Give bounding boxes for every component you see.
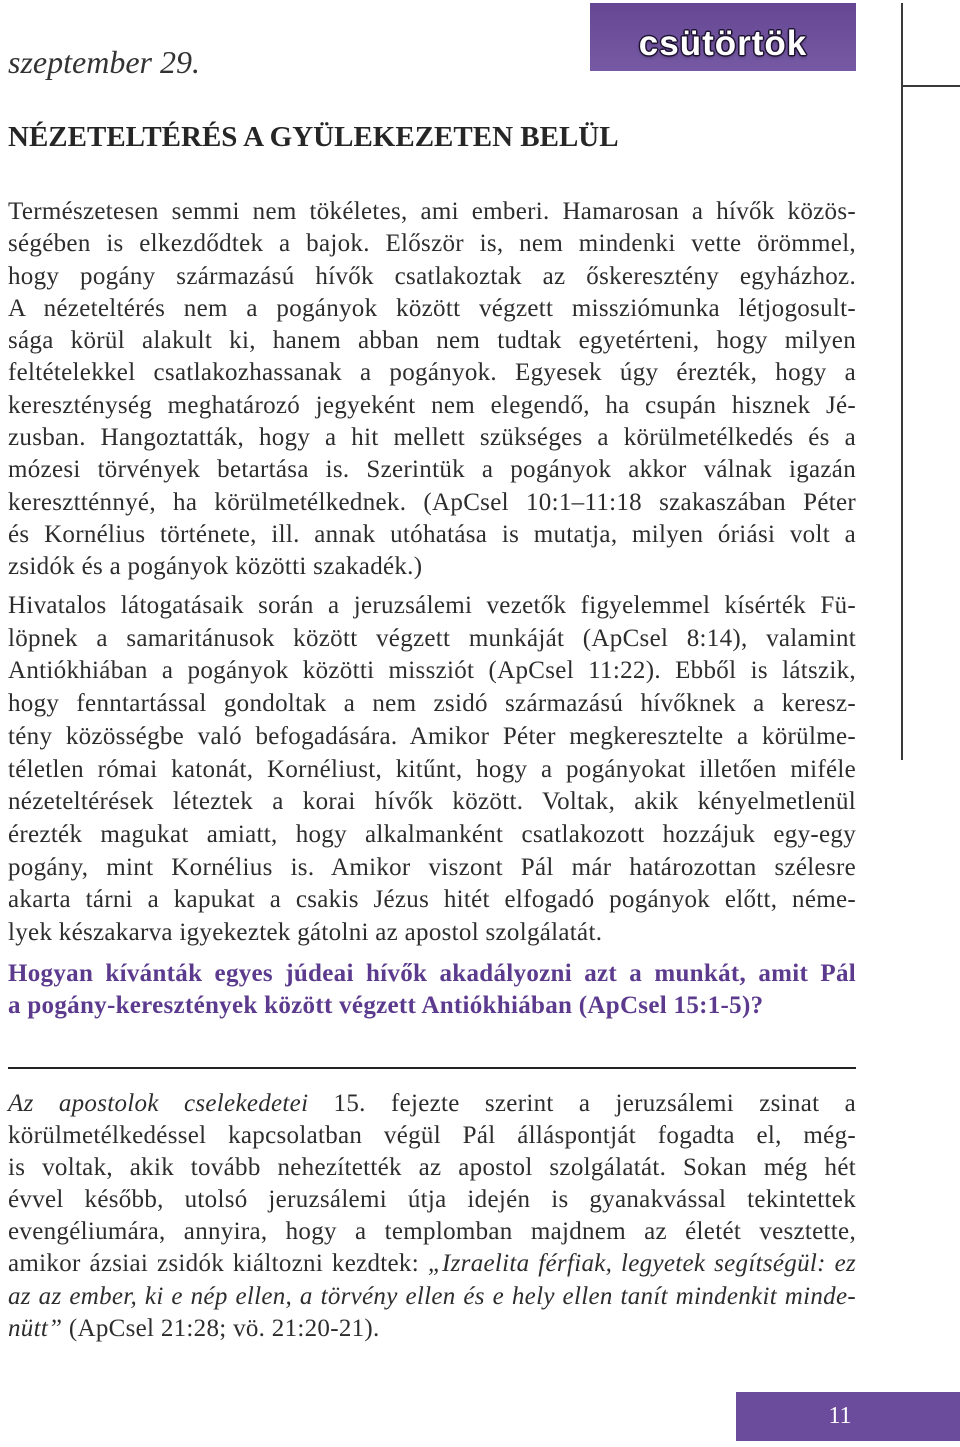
lesson-date: szeptember 29. [8, 44, 200, 80]
text-line [8, 1313, 856, 1345]
text-line: Természetesen semmi nem tökéletes, ami emberi. Hamarosan a hívők közös- [8, 198, 856, 225]
text-line: körülmetélkedéssel kapcsolatban végül Pál álláspontját fogadta el, még- [8, 1122, 856, 1150]
text-line: löpnek a samaritánusok között végzett munkáját (ApCsel 8:14), valamint [8, 624, 856, 652]
corner-rule [902, 85, 960, 87]
text-line: téletlen római katonát, Kornéliust, kitűnt, hogy a pogányokat illetően miféle [8, 755, 856, 783]
text-line: hogy pogány származású hívők csatlakoztak az őskeresztény egyházhoz. [8, 262, 856, 290]
text-line: ségében is elkezdődtek a bajok. Először is, nem mindenki vette örömmel, [8, 230, 856, 258]
body-paragraph [8, 590, 856, 950]
margin-rule [901, 3, 903, 760]
emphasis-text: nütt” [8, 1314, 63, 1342]
text-line: evengéliumára, annyira, hogy a templomban majdnem az életét vesztette, [8, 1218, 856, 1246]
emphasis-text: Az apostolok cselekedetei [8, 1090, 309, 1117]
text-line: kereszténység meghatározó jegyeként nem elegendő, ha csupán hisznek Jé- [8, 391, 856, 419]
text-line: Antiókhiában a pogányok közötti missziót (ApCsel 11:22). Ebből is látszik, [8, 657, 856, 685]
text-line: zsidók és a pogányok közötti szakadék.) [8, 553, 423, 581]
text-line: feltételekkel csatlakozhassanak a pogányok. Egyesek úgy érezték, hogy a [8, 359, 856, 387]
text-line: évvel később, utolsó jeruzsálemi útja idején is gyanakvással tekintettek [8, 1186, 856, 1214]
page-number: 11 [828, 1403, 852, 1429]
commentary-paragraph [8, 1088, 856, 1345]
text-line: zusban. Hangoztatták, hogy a hit mellett szükséges a körülmetélkedés és a [8, 424, 856, 452]
weekday-banner [590, 3, 856, 71]
text-line: pogány, mint Kornélius is. Amikor viszont Pál már határozottan szélesre [8, 853, 856, 881]
weekday-label: csütörtök [638, 24, 808, 63]
body-paragraph [8, 196, 856, 584]
text-run: 15. fejezte szerint a jeruzsálemi zsinat a [308, 1090, 856, 1117]
text-line: mózesi törvények betartása is. Szerintük a pogányok akkor válnak igazán [8, 456, 856, 484]
page-number-badge [736, 1392, 960, 1441]
text-line: a pogány-keresztények között végzett Antiókhiában (ApCsel 15:1-5)? [8, 992, 764, 1019]
lesson-title: NÉZETELTÉRÉS A GYÜLEKEZETEN BELÜL [8, 121, 619, 153]
text-line: nézeteltérések léteztek a korai hívők között. Voltak, akik kényelmetlenül [8, 788, 856, 816]
text-line: keresztténnyé, ha körülmetélkednek. (ApCsel 10:1–11:18 szakaszában Péter [8, 488, 856, 516]
text-line: Hogyan kívánták egyes júdeai hívők akadályozni azt a munkát, amit Pál [8, 960, 856, 987]
text-line: és Kornélius története, ill. annak utóhatása is mutatja, milyen óriási volt a [8, 520, 856, 548]
text-line [8, 1088, 856, 1120]
text-line: sága körül alakult ki, hanem abban nem tudtak egyetérteni, hogy milyen [8, 327, 856, 355]
study-question [8, 958, 856, 1022]
text-line: Hivatalos látogatásaik során a jeruzsálemi vezetők figyelemmel kísérték Fü- [8, 592, 856, 619]
text-line: is voltak, akik tovább nehezítették az apostol szolgálatát. Sokan még hét [8, 1154, 856, 1182]
text-line [8, 1248, 856, 1280]
text-line [8, 1281, 856, 1313]
text-line: hogy fenntartással gondoltak a nem zsidó származású hívőknek a keresz- [8, 690, 856, 718]
emphasis-text: az az ember, ki e nép ellen, a törvény ellen és e hely ellen tanít mindenkit minde- [8, 1282, 856, 1310]
text-line: tény közösségbe való befogadására. Amikor Péter megkeresztelte a körülme- [8, 722, 856, 750]
text-run: (ApCsel 21:28; vö. 21:20-21). [62, 1314, 380, 1342]
text-run: amikor ázsiai zsidók kiáltozni kezdtek: [8, 1250, 428, 1278]
text-line: lyek készakarva igyekeztek gátolni az apostol szolgálatát. [8, 919, 603, 947]
section-divider [8, 1067, 856, 1069]
text-line: A nézeteltérés nem a pogányok között végzett missziómunka létjogosult- [8, 294, 856, 322]
emphasis-text: „Izraelita férfiak, legyetek segítségül: ez [427, 1250, 856, 1278]
text-line: érezték magukat amiatt, hogy alkalmanként csatlakozott hozzájuk egy-egy [8, 820, 856, 848]
text-line: akarta tárni a kapukat a csakis Jézus hitét elfogadó pogányok előtt, néme- [8, 886, 856, 914]
